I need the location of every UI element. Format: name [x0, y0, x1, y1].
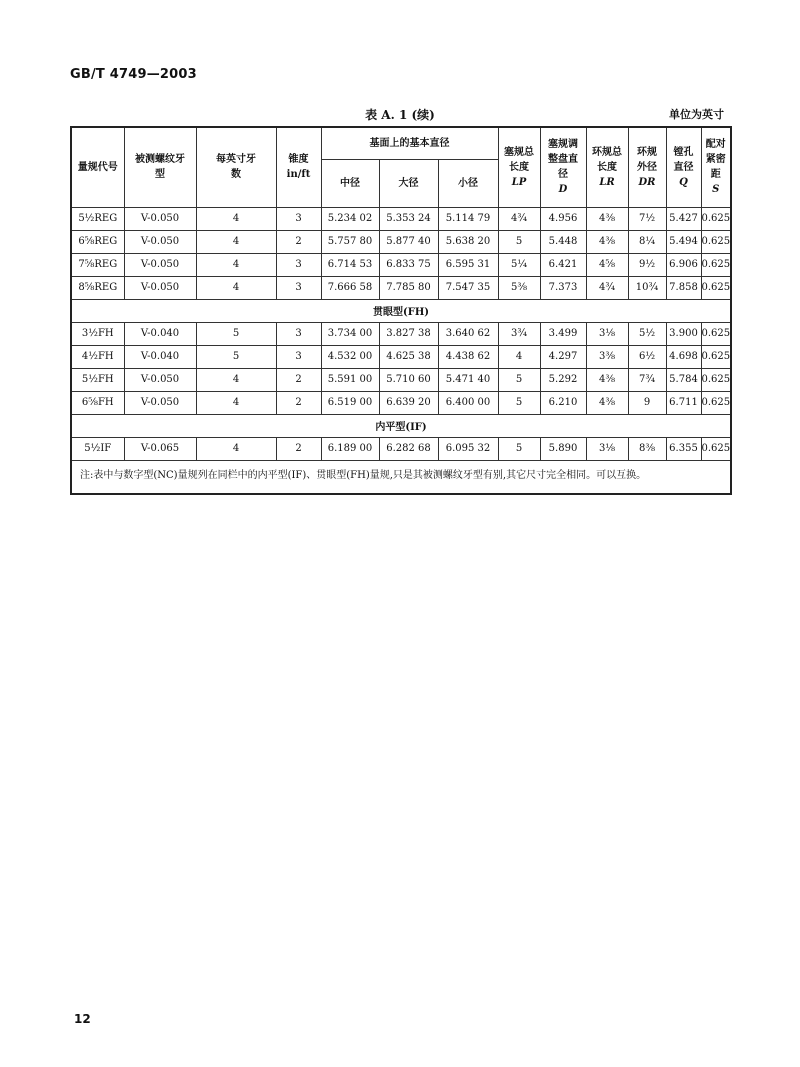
header-plug-adj-text: 塞规调整盘直径	[548, 139, 578, 181]
table-cell: 4.956	[540, 207, 586, 230]
table-row	[71, 437, 731, 460]
table-cell: 6.595 31	[438, 253, 498, 276]
table-cell: V-0.065	[124, 437, 196, 460]
table-cell: 2	[276, 368, 321, 391]
header-counterbore	[666, 127, 701, 207]
header-ring-od-symbol: DR	[638, 176, 656, 188]
table-cell: 3⅛	[586, 322, 628, 345]
table-cell: 2	[276, 391, 321, 414]
table-cell: 0.625	[701, 391, 731, 414]
table-cell: 6⅝REG	[71, 230, 124, 253]
table-cell: 5⅜	[498, 276, 540, 299]
header-taper: 锥度in/ft	[276, 127, 321, 207]
header-counterbore-symbol: Q	[679, 176, 688, 188]
table-cell: 3	[276, 345, 321, 368]
table-cell: 5.427	[666, 207, 701, 230]
header-gauge-code: 量规代号	[71, 127, 124, 207]
table-cell: 4¾	[498, 207, 540, 230]
table-cell: 5.234 02	[321, 207, 379, 230]
table-cell: V-0.050	[124, 253, 196, 276]
table-cell: 3.900	[666, 322, 701, 345]
header-tpi: 每英寸牙数	[196, 127, 276, 207]
table-cell: 4	[196, 391, 276, 414]
table-cell: 5	[498, 368, 540, 391]
table-cell: 4⅜	[586, 230, 628, 253]
table-cell: 5.292	[540, 368, 586, 391]
table-cell: 6.711	[666, 391, 701, 414]
table-cell: 0.625	[701, 276, 731, 299]
table-cell: 5.494	[666, 230, 701, 253]
table-cell: 6.355	[666, 437, 701, 460]
table-row	[71, 230, 731, 253]
table-cell: 3	[276, 276, 321, 299]
table-cell: 5½	[628, 322, 666, 345]
standard-code: GB/T 4749—2003	[70, 67, 197, 82]
header-ring-length-text: 环规总长度	[592, 146, 622, 173]
header-major-dia: 大径	[379, 159, 438, 207]
header-plug-length-text: 塞规总长度	[504, 146, 534, 173]
table-row	[71, 391, 731, 414]
table-cell: 5.890	[540, 437, 586, 460]
table-cell: 6.519 00	[321, 391, 379, 414]
table-cell: 5.448	[540, 230, 586, 253]
table-cell: V-0.050	[124, 230, 196, 253]
table-cell: 5.877 40	[379, 230, 438, 253]
table-row	[71, 276, 731, 299]
table-cell: 4	[196, 230, 276, 253]
header-standoff	[701, 127, 731, 207]
table-cell: 0.625	[701, 322, 731, 345]
table-cell: 4	[196, 207, 276, 230]
table-cell: 4.625 38	[379, 345, 438, 368]
table-cell: 6.189 00	[321, 437, 379, 460]
table-cell: 7.373	[540, 276, 586, 299]
table-cell: 5½IF	[71, 437, 124, 460]
table-row	[71, 345, 731, 368]
table-body	[71, 207, 731, 494]
section-row	[71, 299, 731, 322]
table-cell: 7½	[628, 207, 666, 230]
table-cell: 7⅝REG	[71, 253, 124, 276]
table-cell: 6⅝FH	[71, 391, 124, 414]
table-cell: V-0.050	[124, 207, 196, 230]
header-plug-length-symbol: LP	[511, 176, 527, 188]
table-cell: V-0.050	[124, 276, 196, 299]
table-cell: 6½	[628, 345, 666, 368]
table-cell: 9	[628, 391, 666, 414]
table-cell: 4⅜	[586, 207, 628, 230]
table-cell: 5	[498, 230, 540, 253]
table-cell: 3.499	[540, 322, 586, 345]
table-cell: V-0.040	[124, 345, 196, 368]
table-cell: 9½	[628, 253, 666, 276]
table-cell: 4	[196, 253, 276, 276]
header-thread-form: 被测螺纹牙型	[124, 127, 196, 207]
table-cell: 0.625	[701, 437, 731, 460]
table-cell: 2	[276, 437, 321, 460]
table-cell: V-0.050	[124, 391, 196, 414]
table-cell: 4.438 62	[438, 345, 498, 368]
table-cell: 3⅜	[586, 345, 628, 368]
table-cell: 7.666 58	[321, 276, 379, 299]
table-cell: 6.210	[540, 391, 586, 414]
table-cell: 3.734 00	[321, 322, 379, 345]
table-cell: 3½FH	[71, 322, 124, 345]
table-cell: 6.095 32	[438, 437, 498, 460]
header-plug-length	[498, 127, 540, 207]
table-cell: 0.625	[701, 253, 731, 276]
table-note: 注:表中与数字型(NC)量规列在同栏中的内平型(IF)、贯眼型(FH)量规,只是其被测螺纹牙型有别,其它尺寸完全相同。可以互换。	[71, 460, 731, 494]
table-cell: 3.827 38	[379, 322, 438, 345]
header-minor-dia: 小径	[438, 159, 498, 207]
table-cell: V-0.040	[124, 322, 196, 345]
table-cell: 6.639 20	[379, 391, 438, 414]
table-cell: 4⅜	[586, 368, 628, 391]
table-cell: 4.698	[666, 345, 701, 368]
table-cell: V-0.050	[124, 368, 196, 391]
table-cell: 4¾	[586, 276, 628, 299]
table-cell: 5½FH	[71, 368, 124, 391]
table-cell: 8¼	[628, 230, 666, 253]
table-cell: 4	[498, 345, 540, 368]
table-cell: 6.833 75	[379, 253, 438, 276]
table-cell: 4⅜	[586, 391, 628, 414]
header-standoff-symbol: S	[712, 184, 720, 196]
unit-label: 单位为英寸	[669, 108, 724, 121]
table-row	[71, 322, 731, 345]
header-ring-od	[628, 127, 666, 207]
table-cell: 5¼	[498, 253, 540, 276]
section-title: 内平型(IF)	[71, 414, 731, 437]
table-cell: 3	[276, 322, 321, 345]
table-cell: 5.591 00	[321, 368, 379, 391]
table-cell: 2	[276, 230, 321, 253]
table-cell: 0.625	[701, 230, 731, 253]
table-cell: 5.638 20	[438, 230, 498, 253]
header-ring-length-symbol: LR	[599, 176, 615, 188]
table-cell: 4.297	[540, 345, 586, 368]
table-cell: 8⅝REG	[71, 276, 124, 299]
table-cell: 5	[498, 391, 540, 414]
table-cell: 5	[498, 437, 540, 460]
table-cell: 4	[196, 276, 276, 299]
page-number: 12	[74, 1012, 91, 1026]
table-row	[71, 253, 731, 276]
table-title: 表 A. 1 (续)	[365, 108, 435, 122]
header-plug-adj-symbol: D	[558, 184, 568, 196]
table-cell: 6.714 53	[321, 253, 379, 276]
table-cell: 5.114 79	[438, 207, 498, 230]
gauge-table	[70, 126, 732, 495]
table-cell: 7.785 80	[379, 276, 438, 299]
table-cell: 6.282 68	[379, 437, 438, 460]
table-cell: 7¾	[628, 368, 666, 391]
header-basic-diameter: 基面上的基本直径	[321, 127, 498, 159]
table-cell: 5	[196, 345, 276, 368]
table-cell: 3⅛	[586, 437, 628, 460]
table-cell: 4	[196, 368, 276, 391]
table-cell: 6.400 00	[438, 391, 498, 414]
section-title: 贯眼型(FH)	[71, 299, 731, 322]
table-row	[71, 207, 731, 230]
table-cell: 5.471 40	[438, 368, 498, 391]
table-cell: 7.547 35	[438, 276, 498, 299]
header-plug-adj-dia	[540, 127, 586, 207]
table-cell: 5.710 60	[379, 368, 438, 391]
header-ring-length	[586, 127, 628, 207]
table-cell: 0.625	[701, 345, 731, 368]
table-cell: 4½FH	[71, 345, 124, 368]
table-cell: 8⅜	[628, 437, 666, 460]
table-cell: 3.640 62	[438, 322, 498, 345]
table-cell: 5.353 24	[379, 207, 438, 230]
table-cell: 5.757 80	[321, 230, 379, 253]
table-cell: 5	[196, 322, 276, 345]
table-cell: 3¾	[498, 322, 540, 345]
header-standoff-text: 配对紧密距	[705, 139, 726, 181]
table-cell: 4.532 00	[321, 345, 379, 368]
table-cell: 7.858	[666, 276, 701, 299]
table-cell: 5.784	[666, 368, 701, 391]
table-cell: 5½REG	[71, 207, 124, 230]
table-cell: 6.421	[540, 253, 586, 276]
table-cell: 4⅝	[586, 253, 628, 276]
table-cell: 4	[196, 437, 276, 460]
table-cell: 0.625	[701, 207, 731, 230]
table-cell: 6.906	[666, 253, 701, 276]
header-ring-od-text: 环规外径	[637, 146, 657, 173]
note-row	[71, 460, 731, 494]
header-counterbore-text: 镗孔直径	[673, 146, 694, 173]
table-cell: 3	[276, 253, 321, 276]
table-cell: 3	[276, 207, 321, 230]
table-row	[71, 368, 731, 391]
table-cell: 0.625	[701, 368, 731, 391]
section-row	[71, 414, 731, 437]
table-cell: 10¾	[628, 276, 666, 299]
header-pitch-dia: 中径	[321, 159, 379, 207]
